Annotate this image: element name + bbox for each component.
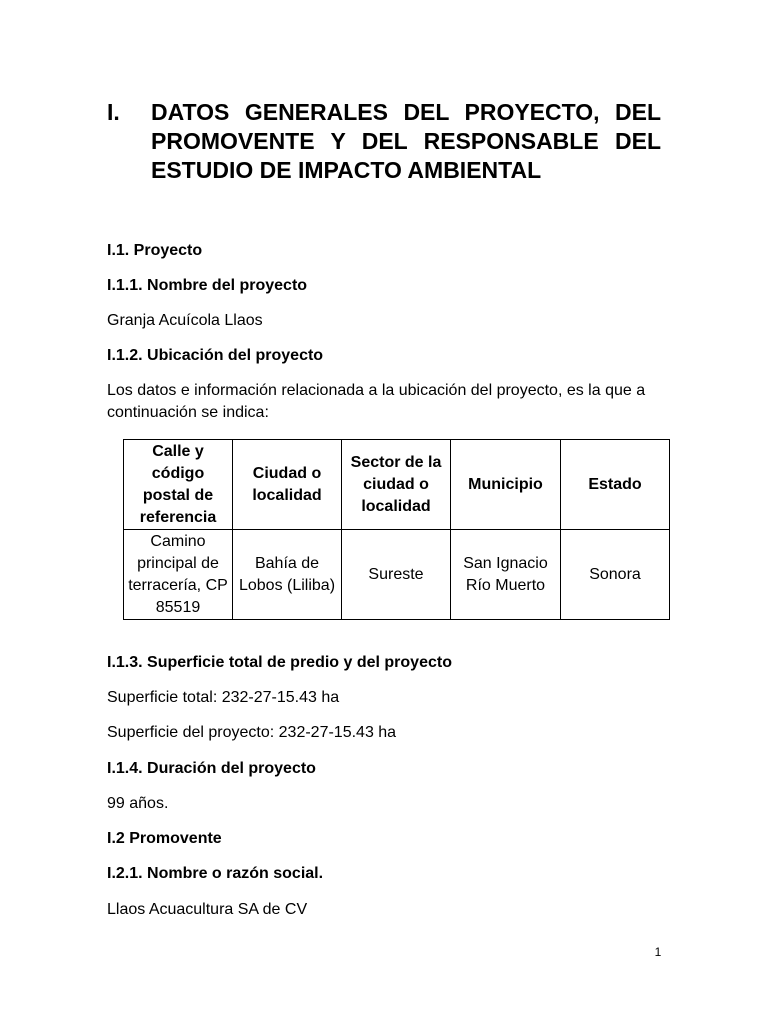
table-row	[124, 530, 670, 620]
header-municipio: Municipio	[451, 440, 561, 530]
section-heading-nombre-proyecto: I.1.1. Nombre del proyecto	[107, 277, 308, 294]
location-intro-text: Los datos e información relacionada a la ubicación del proyecto, es la que a continuación se indica:	[107, 382, 646, 421]
section-heading-promovente: I.2 Promovente	[107, 830, 222, 847]
company-name-text: Llaos Acuacultura SA de CV	[107, 901, 308, 918]
page-number: 1	[654, 945, 662, 959]
header-calle: Calle y código postal de referencia	[124, 440, 233, 530]
cell-municipio: San Ignacio Río Muerto	[451, 530, 561, 620]
cell-estado: Sonora	[561, 530, 670, 620]
chapter-heading	[107, 98, 661, 185]
cell-sector: Sureste	[342, 530, 451, 620]
section-heading-razon-social: I.2.1. Nombre o razón social.	[107, 865, 324, 882]
cell-ciudad: Bahía de Lobos (Liliba)	[233, 530, 342, 620]
table-header-row	[124, 440, 670, 530]
cell-calle: Camino principal de terracería, CP 85519	[124, 530, 233, 620]
duration-text: 99 años.	[107, 795, 169, 812]
project-name-text: Granja Acuícola Llaos	[107, 312, 263, 329]
surface-total-text: Superficie total: 232-27-15.43 ha	[107, 689, 340, 706]
location-table	[123, 439, 670, 620]
section-heading-ubicacion: I.1.2. Ubicación del proyecto	[107, 347, 324, 364]
section-heading-superficie: I.1.3. Superficie total de predio y del proyecto	[107, 654, 452, 671]
header-ciudad: Ciudad o localidad	[233, 440, 342, 530]
header-sector: Sector de la ciudad o localidad	[342, 440, 451, 530]
header-estado: Estado	[561, 440, 670, 530]
section-heading-proyecto: I.1. Proyecto	[107, 242, 203, 259]
section-heading-duracion: I.1.4. Duración del proyecto	[107, 760, 316, 777]
chapter-title: DATOS GENERALES DEL PROYECTO, DEL PROMOVENTE Y DEL RESPONSABLE DEL ESTUDIO DE IMPACTO AMBIENTAL	[151, 99, 661, 183]
chapter-number: I.	[107, 99, 120, 125]
surface-project-text: Superficie del proyecto: 232-27-15.43 ha	[107, 724, 397, 741]
